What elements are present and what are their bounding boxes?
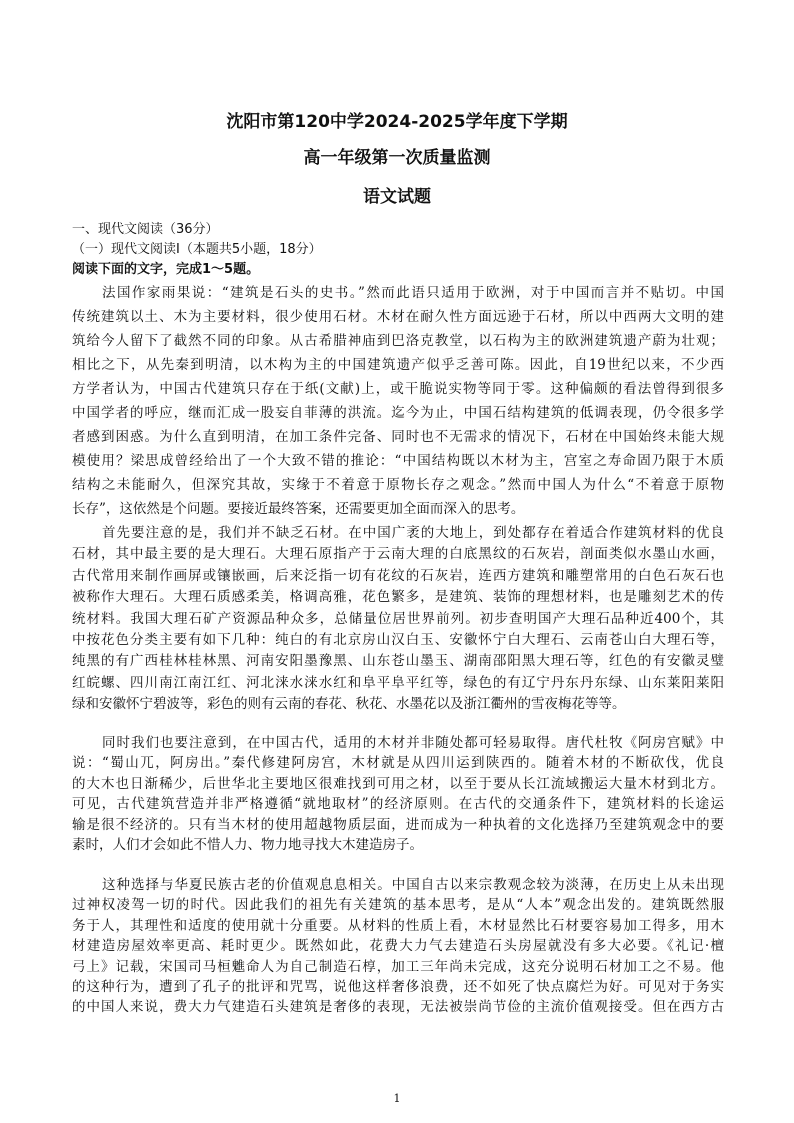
text-line: 可见，古代建筑营造并非严格遵循“就地取材”的经济原则。在古代的交通条件下，建筑材料的长途运 [72, 796, 724, 813]
exam-title: 高一年级第一次质量监测 [303, 148, 491, 168]
text-line: 过神权凌驾一切的时代。因此我们的祖先有关建筑的基本思考，是从“人本”观念出发的。建筑既然服 [72, 897, 724, 914]
text-line: 传统建筑以土、木为主要材料，很少使用石材。木材在耐久性方面远逊于石材，所以中西两大文明的建 [72, 309, 724, 325]
text-line: 古代常用来制作画屏或镶嵌画，后来泛指一切有花纹的石灰岩，连西方建筑和雕塑常用的白色石灰石也 [72, 567, 724, 584]
text-line: 弓上》记载，宋国司马桓魋命人为自己制造石椁，加工三年尚未完成，这充分说明石材加工之不易。他 [72, 958, 724, 975]
text-line: 统材料。我国大理石矿产资源品种众多，总储量位居世界前列。初步查明国产大理石品种近400个，其 [72, 610, 724, 627]
text-line: 石材，其中最主要的是大理石。大理石原指产于云南大理的白底黑纹的石灰岩，剖面类似水墨山水画， [72, 546, 724, 563]
text-line: 模使用？梁思成曾经给出了一个大致不错的推论：“中国结构既以木材为主，宫室之寿命固乃限于木质 [72, 453, 724, 469]
reading-instruction: 阅读下面的文字，完成1～5题。 [72, 262, 260, 277]
text-line: 被称作大理石。大理石质感柔美，格调高雅，花色繁多，是建筑、装饰的理想材料，也是雕刻艺术的传 [72, 589, 724, 606]
text-line: 的中国人来说，费大力气建造石头建筑是奢侈的表现，无法被崇尚节俭的主流价值观接受。但在西方古 [72, 999, 724, 1016]
text-line: 素时，人们才会如此不惜人力、物力地寻找大木建造房子。 [72, 837, 423, 854]
text-line: 务于人，其理性和适度的使用就十分重要。从材料的性质上看，木材显然比石材要容易加工得多，用木 [72, 917, 724, 934]
text-line: 红皖螺、四川南江南江红、河北涞水涞水红和阜平阜平红等，绿色的有辽宁丹东丹东绿、山东莱阳莱阳 [72, 674, 724, 691]
text-line: 输是很不经济的。只有当木材的使用超越物质层面，进而成为一种执着的文化选择乃至建筑观念中的要 [72, 816, 724, 833]
text-line: 中国学者的呼应，继而汇成一股妄自菲薄的洪流。迄今为止，中国石结构建筑的低调表现，仍令很多学 [72, 405, 724, 421]
text-line: 说：“蜀山兀，阿房出。”秦代修建阿房宫，木材就是从四川运到陕西的。随着木材的不断砍伐，优良 [72, 755, 724, 772]
text-line: 方学者认为，中国古代建筑只存在于纸(文献)上，或干脆说实物等同于零。这种偏颇的看法曾得到很多 [72, 381, 724, 397]
page-number: 1 [393, 1092, 401, 1105]
text-line: 结构之未能耐久，但深究其故，实缘于不着意于原物长存之观念。”然而中国人为什么“不着意于原物 [72, 477, 724, 493]
text-line: 者感到困惑。为什么直到明清，在加工条件完备、同时也不无需求的情况下，石材在中国始终未能大规 [72, 429, 724, 445]
text-line: 同时我们也要注意到，在中国古代，适用的木材并非随处都可轻易取得。唐代杜牧《阿房宫赋》中 [102, 735, 724, 751]
subsection-heading: （一）现代文阅读Ⅰ（本题共5小题，18分） [72, 242, 322, 257]
text-line: 这种选择与华夏民族古老的价值观息息相关。中国自古以来宗教观念较为淡薄，在历史上从未出现 [102, 877, 724, 893]
text-line: 的这种行为，遭到了孔子的批评和咒骂，说他这样奢侈浪费，还不如死了快点腐烂为好。可见对于务实 [72, 979, 724, 996]
paragraph-1 [72, 281, 724, 521]
text-line: 法国作家雨果说：“建筑是石头的史书。”然而此语只适用于欧洲，对于中国而言并不贴切。中国 [102, 285, 724, 301]
text-line: 纯黑的有广西桂林桂林黑、河南安阳墨豫黑、山东苍山墨玉、湖南邵阳黑大理石等，红色的有安徽灵璧 [72, 653, 724, 670]
paragraph-2 [72, 523, 724, 716]
text-line: 首先要注意的是，我们并不缺乏石材。在中国广袤的大地上，到处都存在着适合作建筑材料的优良 [102, 525, 724, 541]
school-title: 沈阳市第120中学2024-2025学年度下学期 [226, 112, 568, 132]
paragraph-4 [72, 875, 724, 1018]
subject-title: 语文试题 [363, 187, 431, 207]
paragraph-3 [72, 733, 724, 855]
text-line: 绿和安徽怀宁碧波等，彩色的则有云南的春花、秋花、水墨花以及浙江衢州的雪夜梅花等等。 [72, 696, 626, 713]
text-line: 筑给今人留下了截然不同的印象。从古希腊神庙到巴洛克教堂，以石构为主的欧洲建筑遗产蔚为壮观； [72, 333, 724, 349]
text-line: 中按花色分类主要有如下几种：纯白的有北京房山汉白玉、安徽怀宁白大理石、云南苍山白大理石等， [72, 632, 724, 649]
text-line: 的大木也日渐稀少，后世华北主要地区很难找到可用之材，以至于要从长江流域搬运大量木材到北方。 [72, 775, 724, 792]
text-line: 材建造房屋效率更高、耗时更少。既然如此，花费大力气去建造石头房屋就没有多大必要。《礼记·檀 [72, 938, 724, 955]
section-heading: 一、现代文阅读（36分） [72, 222, 219, 237]
text-line: 相比之下，从先秦到明清，以木构为主的中国建筑遗产似乎乏善可陈。因此，自19世纪以来，不少西 [72, 357, 724, 373]
text-line: 长存”，这依然是个问题。要接近最终答案，还需要更加全面而深入的思考。 [72, 501, 525, 517]
